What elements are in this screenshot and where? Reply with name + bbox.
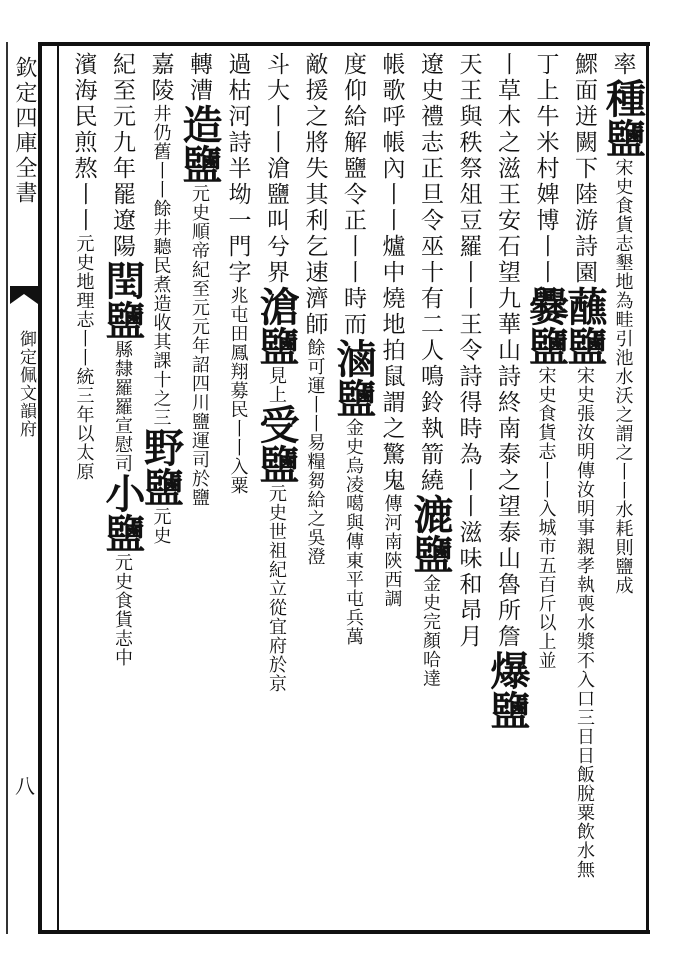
body-text: 濱海民煎熬丨丨 bbox=[70, 52, 97, 234]
annotation-text: 宋史食貨志墾地為畦引池水 bbox=[612, 158, 634, 386]
text-column bbox=[330, 52, 377, 924]
headword: 滷鹽 bbox=[330, 338, 377, 418]
page-number: 八 bbox=[15, 774, 35, 798]
text-column bbox=[294, 52, 336, 924]
headword: 受鹽 bbox=[253, 404, 300, 484]
annotation-text: 元史地理志丨丨 bbox=[73, 234, 95, 367]
body-text: 丨草木之滋王安石望九華山詩終南泰之望泰山魯所詹 bbox=[494, 52, 520, 650]
annotation-text: 金史烏凌噶與傳東平屯兵萬 bbox=[343, 418, 364, 646]
headword: 爨鹽 bbox=[522, 286, 570, 366]
headword: 閏鹽 bbox=[99, 260, 146, 340]
annotation-text: 元史 bbox=[150, 507, 172, 545]
body-text: 丁上牛米村婢博丨丨 bbox=[532, 52, 559, 286]
annotation-text: 宋史食貨志丨丨入 bbox=[535, 366, 557, 518]
margin-divider bbox=[57, 42, 59, 934]
annotation-text: 城市五百斤以上並 bbox=[535, 518, 557, 670]
text-column bbox=[522, 52, 570, 924]
annotation-text: 餘可運丨丨易糧芻給之吳澄 bbox=[304, 338, 326, 566]
annotation-text: 元史食貨志中 bbox=[112, 553, 133, 667]
annotation-text: 沃之謂之丨丨水耗則鹽成 bbox=[612, 386, 634, 595]
annotation-text: 見上 bbox=[266, 366, 287, 404]
headword: 爆鹽 bbox=[484, 650, 531, 730]
left-border bbox=[38, 42, 42, 934]
annotation-text: 井仍舊丨丨餘井聽民煮造收其課十之三 bbox=[150, 104, 172, 427]
headword: 造鹽 bbox=[176, 104, 223, 184]
body-text: 鰥面迸闕下陸游詩園 bbox=[571, 52, 597, 286]
annotation-text: 漿不入口三日日飯脫粟飲水無 bbox=[574, 632, 595, 879]
headword: 種鹽 bbox=[599, 78, 647, 158]
margin-subtitle: 御定佩文韻府 bbox=[16, 330, 36, 438]
body-text: 轉漕 bbox=[186, 52, 212, 104]
annotation-text: 宋史張汝明傳汝明事親孝執喪水 bbox=[574, 366, 595, 632]
text-column bbox=[253, 52, 300, 924]
body-text: 嘉陵 bbox=[147, 52, 174, 104]
page-edge-line bbox=[6, 42, 8, 934]
annotation-text: 傳河南陝西調 bbox=[381, 494, 403, 608]
text-column bbox=[484, 52, 531, 924]
annotation-text: 元史順帝紀至元元年詔四川鹽運司於鹽 bbox=[189, 184, 210, 507]
text-column bbox=[407, 52, 454, 924]
text-column bbox=[99, 52, 146, 924]
right-border bbox=[646, 42, 649, 934]
body-text: 率 bbox=[609, 52, 636, 78]
headword: 蘸鹽 bbox=[561, 286, 608, 366]
margin-book-title: 欽定四庫全書 bbox=[12, 56, 37, 206]
body-text: 敵援之將失其利乞速濟師 bbox=[301, 52, 328, 338]
body-text: 遼史禮志正旦令巫十有二人鳴鈴執箭繞 bbox=[417, 52, 443, 494]
annotation-text: 元史世祖紀立從宜府於京 bbox=[266, 484, 287, 693]
text-column bbox=[448, 52, 490, 924]
body-text: 度仰給解鹽令正丨丨時而 bbox=[340, 52, 366, 338]
body-text: 帳歌呼帳內丨丨爐中燒地拍鼠謂之驚鬼 bbox=[378, 52, 405, 494]
annotation-text: 統三年以太原 bbox=[73, 367, 95, 481]
fishtail-mark-icon bbox=[10, 286, 38, 304]
text-column bbox=[371, 52, 413, 924]
text-column bbox=[63, 52, 105, 924]
annotation-text: 金史完顏哈達 bbox=[420, 574, 441, 688]
body-text: 過枯河詩半坳一門字 bbox=[224, 52, 251, 286]
bottom-border bbox=[38, 930, 650, 934]
body-text: 天王與秩祭俎豆羅丨丨王令詩得時為丨丨滋味和昂月 bbox=[455, 52, 482, 650]
body-text: 紀至元九年罷遼陽 bbox=[109, 52, 135, 260]
annotation-text: 縣隸羅羅宣慰司 bbox=[112, 340, 133, 473]
top-border bbox=[38, 42, 650, 46]
headword: 漉鹽 bbox=[407, 494, 454, 574]
text-column bbox=[561, 52, 608, 924]
body-text: 斗大丨丨滄鹽叫兮界 bbox=[263, 52, 289, 286]
text-column bbox=[599, 52, 647, 924]
headword: 野鹽 bbox=[137, 427, 185, 507]
headword: 滄鹽 bbox=[253, 286, 300, 366]
annotation-text: 兆屯田鳳翔募民丨丨入粟 bbox=[227, 286, 249, 495]
headword: 小鹽 bbox=[99, 473, 146, 553]
